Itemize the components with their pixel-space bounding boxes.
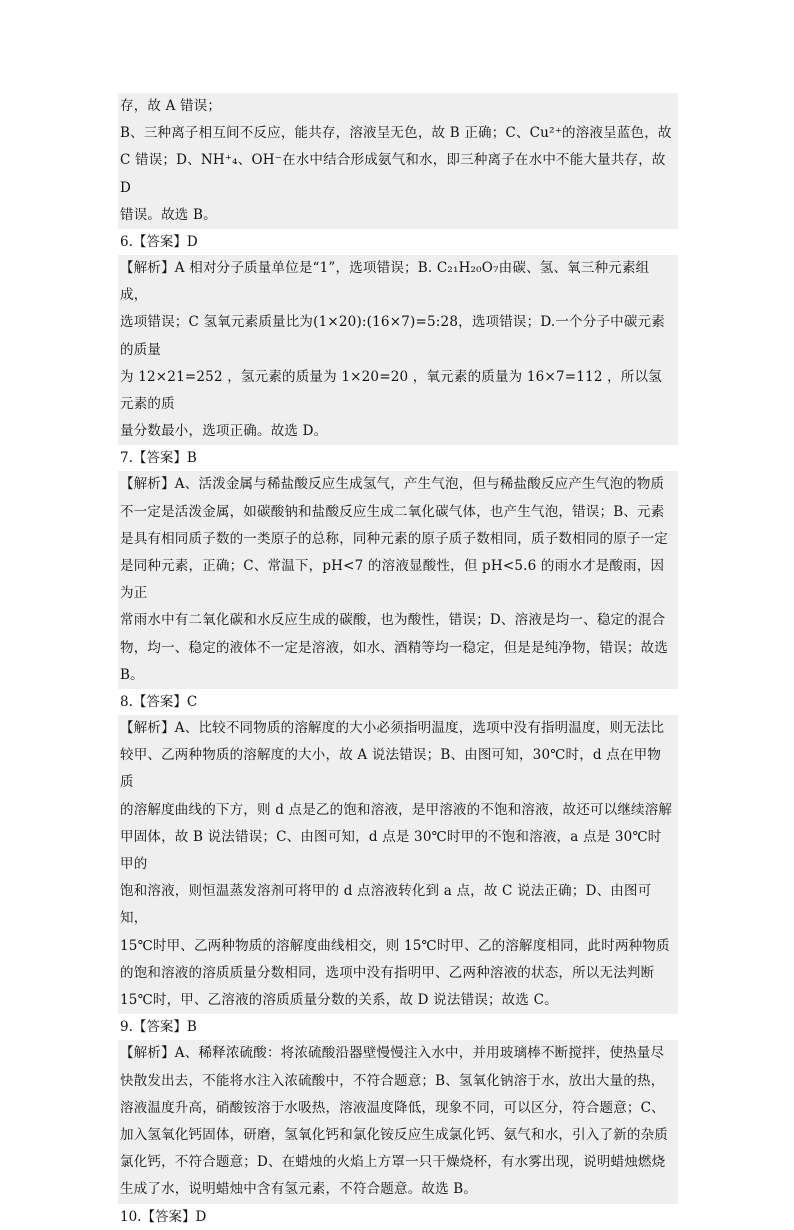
text-line: C 错误；D、NH⁺₄、OH⁻在水中结合形成氨气和水，即三种离子在水中不能大量共存，故 D: [120, 152, 666, 196]
document-body: [118, 93, 678, 1230]
text-line: 错误。故选 B。: [120, 206, 217, 223]
text-line: 选项错误；C 氢氧元素质量比为(1×20):(16×7)=5:28，选项错误；D.一个分子中碳元素的质量: [120, 314, 665, 358]
text-line: 15℃时，甲、乙溶液的溶质质量分数的关系，故 D 说法错误；故选 C。: [120, 992, 558, 1009]
text-line: 加入氢氧化钙固体，研磨，氢氧化钙和氯化铵反应生成氯化钙、氨气和水，引入了新的杂质: [120, 1126, 668, 1143]
text-line: 快散发出去，不能将水注入浓硫酸中，不符合题意；B、氢氧化钠溶于水，放出大量的热，: [120, 1072, 665, 1089]
text-line: 存，故 A 错误；: [120, 98, 222, 114]
text-line: 较甲、乙两种物质的溶解度的大小，故 A 说法错误；B、由图可知，30℃时，d 点在甲物质: [120, 747, 662, 791]
q10-answer: 10.【答案】D: [120, 1208, 207, 1225]
text-line: 常雨水中有二氧化碳和水反应生成的碳酸，也为酸性，错误；D、溶液是均一、稳定的混合: [120, 612, 666, 629]
q6-explanation: [118, 255, 678, 445]
q7-answer: 7.【答案】B: [120, 450, 197, 467]
q9-answer: 9.【答案】B: [120, 1019, 197, 1036]
text-line: 的溶解度曲线的下方，则 d 点是乙的饱和溶液，是甲溶液的不饱和溶液，故还可以继续溶解: [120, 801, 673, 818]
text-line: 【解析】A 相对分子质量单位是“1”，选项错误；B. C₂₁H₂₀O₇由碳、氢、氧三种元素组成，: [120, 260, 650, 304]
text-line: 【解析】A、稀释浓硫酸：将浓硫酸沿器壁慢慢注入水中，并用玻璃棒不断搅拌，使热量尽: [120, 1045, 665, 1062]
q9-explanation: [118, 1040, 678, 1203]
text-line: 氯化钙，不符合题意；D、在蜡烛的火焰上方罩一只干燥烧杯，有水雾出现，说明蜡烛燃烧: [120, 1154, 666, 1171]
text-line: 15℃时甲、乙两种物质的溶解度曲线相交，则 15℃时甲、乙的溶解度相同，此时两种物质: [120, 937, 670, 954]
text-line: 是具有相同质子数的一类原子的总称，同种元素的原子质子数相同，质子数相同的原子一定: [120, 530, 668, 547]
text-line: B。: [120, 666, 144, 683]
text-line: 的饱和溶液的溶质质量分数相同，选项中没有指明甲、乙两种溶液的状态，所以无法判断: [120, 964, 655, 981]
text-line: 不一定是活泼金属，如碳酸钠和盐酸反应生成二氧化碳气体，也产生气泡，错误；B、元素: [120, 503, 665, 520]
text-line: 为 12×21=252 ，氢元素的质量为 1×20=20 ，氧元素的质量为 16×7=112 ，所以氢元素的质: [120, 368, 662, 413]
text-line: 量分数最小，选项正确。故选 D。: [120, 423, 328, 440]
text-line: 【解析】A、比较不同物质的溶解度的大小必须指明温度，选项中没有指明温度，则无法比: [120, 720, 665, 737]
q8-explanation: [118, 715, 678, 1014]
q8-answer: 8.【答案】C: [120, 694, 198, 711]
text-line: B、三种离子相互间不反应，能共存，溶液呈无色，故 B 正确；C、Cu²⁺的溶液呈蓝色，故: [120, 125, 672, 142]
text-line: 物，均一、稳定的液体不一定是溶液，如水、酒精等均一稳定，但是是纯净物，错误；故选: [120, 639, 668, 656]
text-line: 溶液温度升高，硝酸铵溶于水吸热，溶液温度降低，现象不同，可以区分，符合题意；C、: [120, 1099, 665, 1116]
text-line: 【解析】A、活泼金属与稀盐酸反应生成氢气，产生气泡，但与稀盐酸反应产生气泡的物质: [120, 476, 665, 493]
text-line: 是同种元素，正确；C、常温下，pH<7 的溶液显酸性，但 pH<5.6 的雨水才是酸雨，因为正: [120, 558, 665, 602]
text-line: 饱和溶液，则恒温蒸发溶剂可将甲的 d 点溶液转化到 a 点，故 C 说法正确；D、由图可知，: [120, 883, 652, 927]
q6-answer: 6.【答案】D: [120, 234, 198, 251]
text-line: 甲固体，故 B 说法错误；C、由图可知，d 点是 30℃时甲的不饱和溶液，a 点是 30℃时甲的: [120, 828, 662, 873]
q5-explanation-continued: [118, 93, 678, 229]
text-line: 生成了水，说明蜡烛中含有氢元素，不符合题意。故选 B。: [120, 1181, 478, 1198]
q7-explanation: [118, 471, 678, 689]
